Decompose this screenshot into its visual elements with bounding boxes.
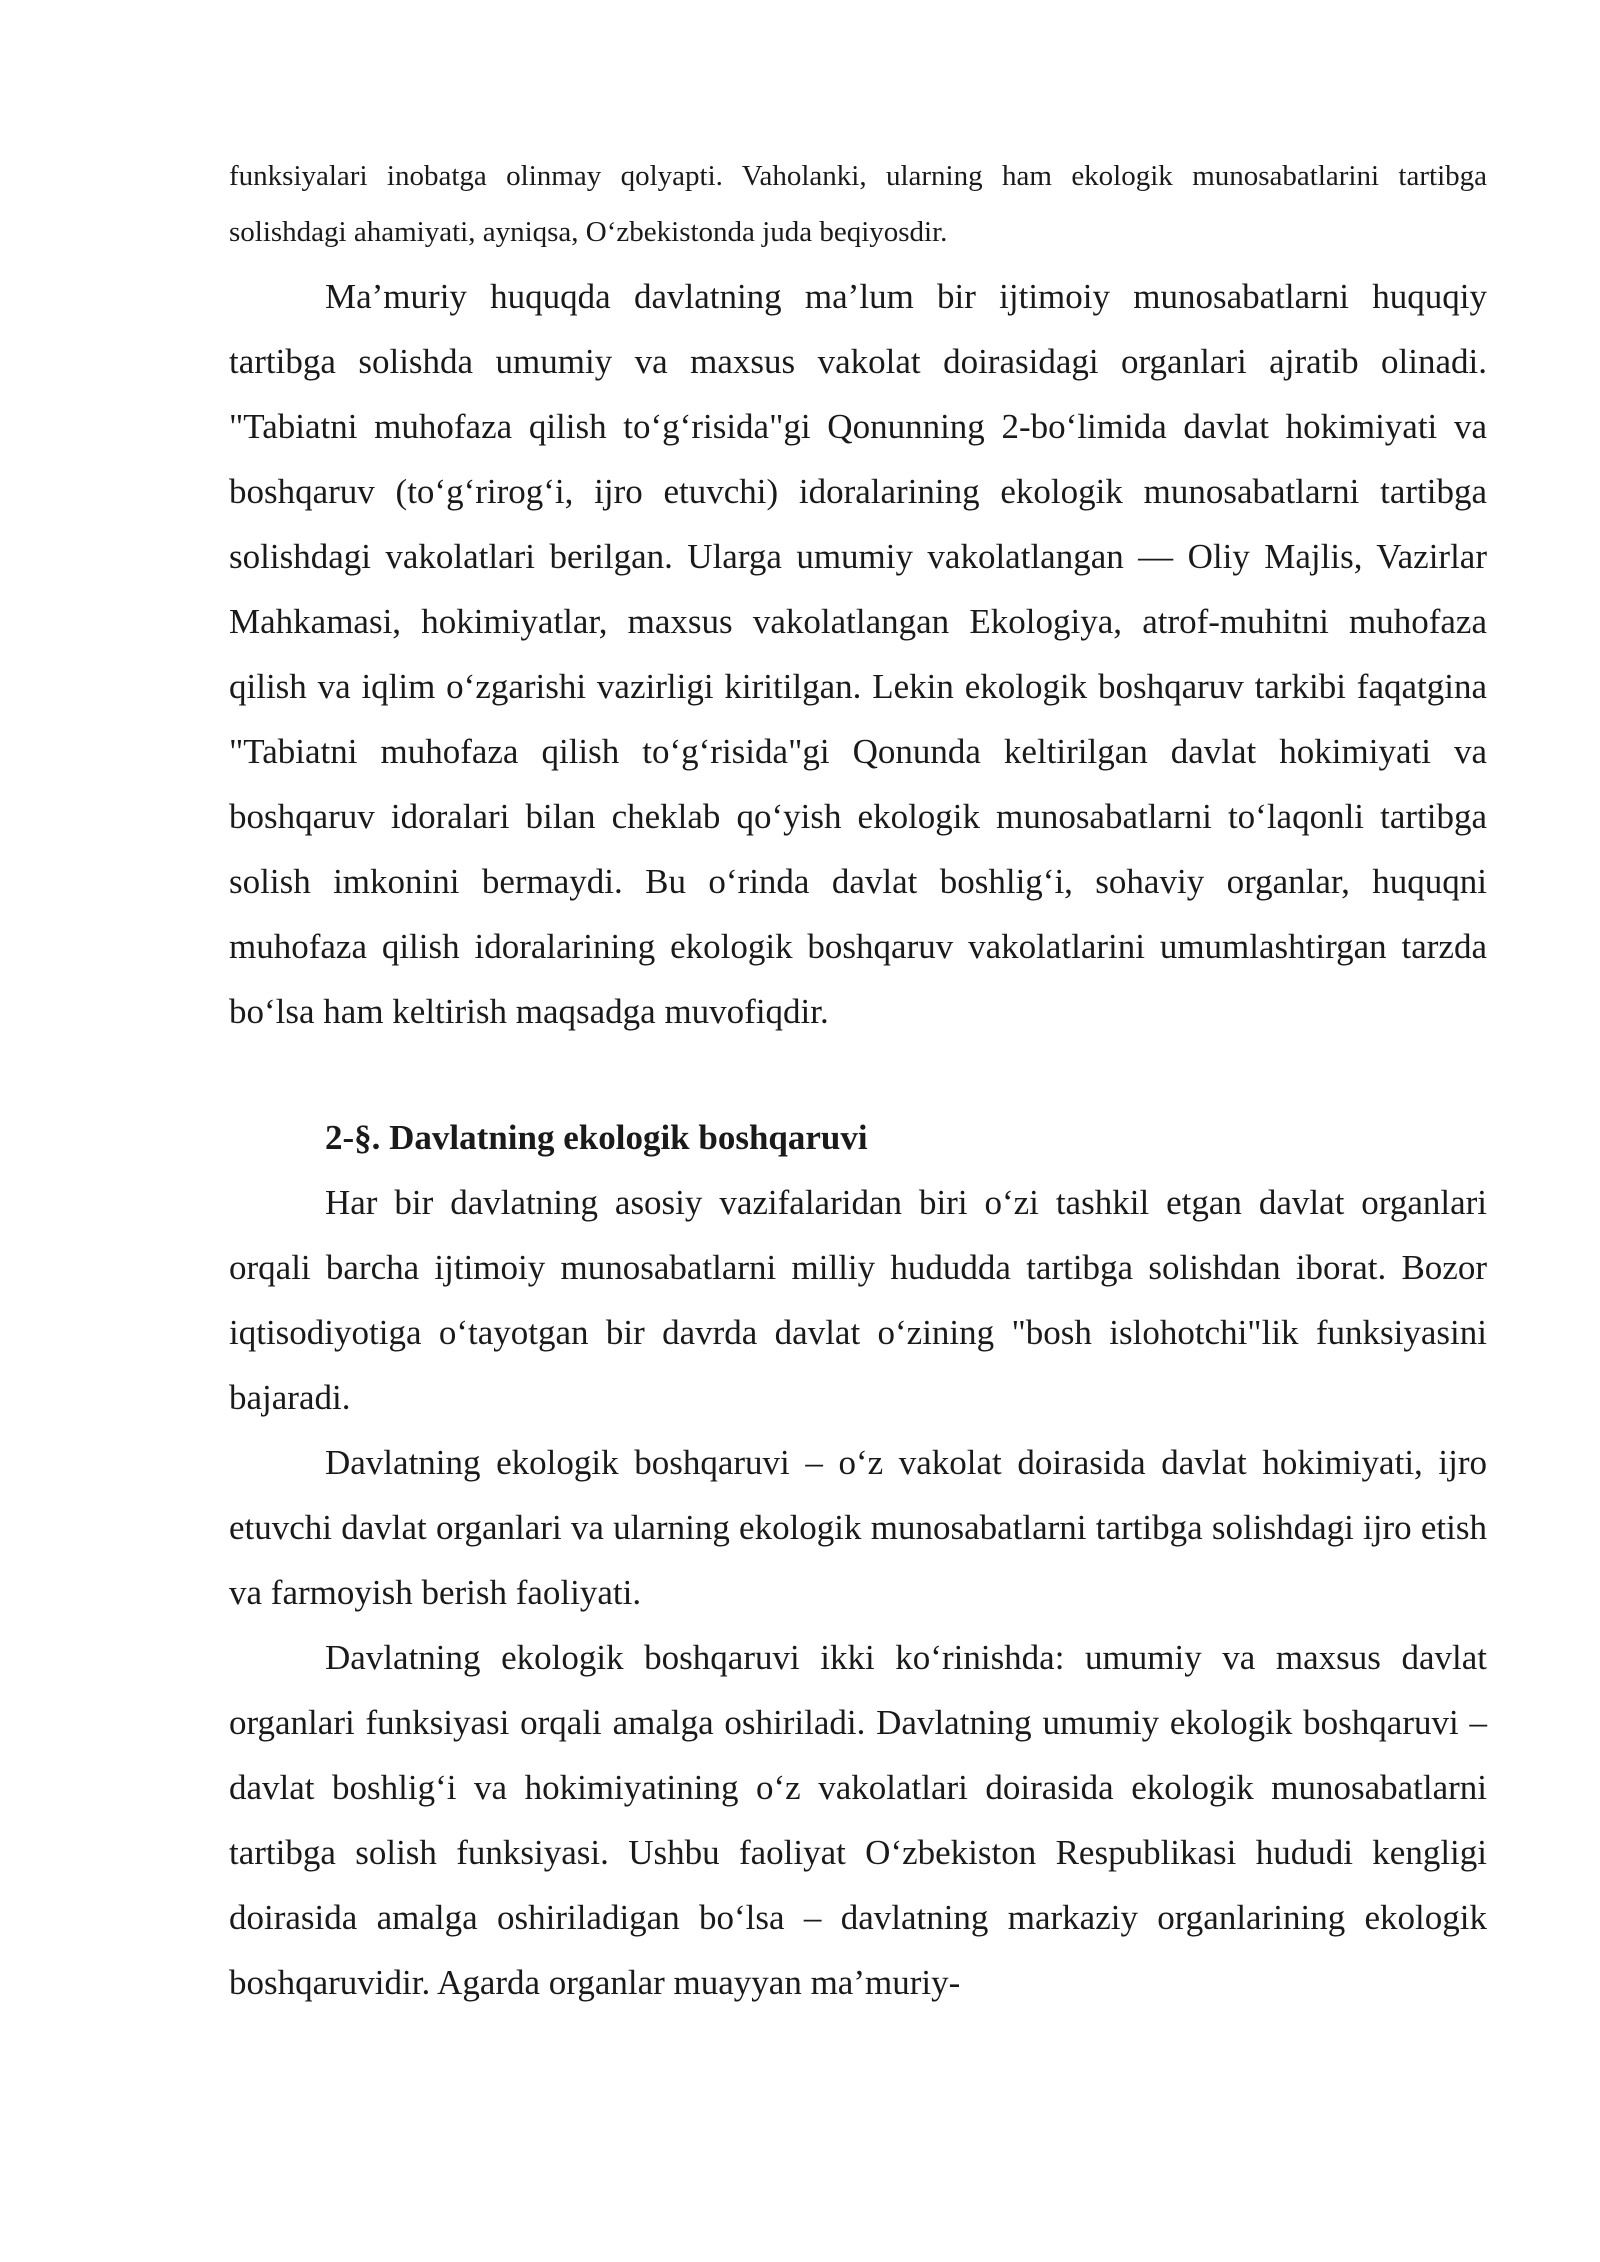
intro-continuation-paragraph: funksiyalari inobatga olinmay qolyapti. Vaholanki, ularning ham ekologik munosabatlarini tartibga solishdagi ahamiyati, ayniqsa, O‘zbekistonda juda beqiyosdir. [229, 160, 1487, 248]
body-paragraph-2: Har bir davlatning asosiy vazifalaridan biri o‘zi tashkil etgan davlat organlari orqali barcha ijtimoiy munosabatlarni milliy hududda tartibga solishdan iborat. Bozor iqtisodiyotiga o‘tayotgan bir davrda davlat o‘zining "bosh islohotchi"lik funksiyasini bajaradi. [229, 1183, 1487, 1417]
document-page [229, 148, 1487, 2015]
body-paragraph-1: Ma’muriy huquqda davlatning ma’lum bir ijtimoiy munosabatlarni huquqiy tartibga solishda umumiy va maxsus vakolat doirasidagi organlari ajratib olinadi. "Tabiatni muhofaza qilish to‘g‘risida"gi Qonunning 2-bo‘limida davlat hokimiyati va boshqaruv (to‘g‘rirog‘i, ijro etuvchi) idoralarining ekologik munosabatlarni tartibga solishdagi vakolatlari berilgan. Ularga umumiy vakolatlangan — Oliy Majlis, Vazirlar Mahkamasi, hokimiyatlar, maxsus vakolatlangan Ekologiya, atrof-muhitni muhofaza qilish va iqlim o‘zgarishi vazirligi kiritilgan. Lekin ekologik boshqaruv tarkibi faqatgina "Tabiatni muhofaza qilish to‘g‘risida"gi Qonunda keltirilgan davlat hokimiyati va boshqaruv idoralari bilan cheklab qo‘yish ekologik munosabatlarni to‘laqonli tartibga solish imkonini bermaydi. Bu o‘rinda davlat boshlig‘i, sohaviy organlar, huquqni muhofaza qilish idoralarining ekologik boshqaruv vakolatlarini umumlashtirgan tarzda bo‘lsa ham keltirish maqsadga muvofiqdir. [229, 277, 1487, 1031]
section-heading: 2-§. Davlatning ekologik boshqaruvi [325, 1118, 868, 1157]
body-paragraph-3: Davlatning ekologik boshqaruvi – o‘z vakolat doirasida davlat hokimiyati, ijro etuvchi davlat organlari va ularning ekologik munosabatlarni tartibga solishdagi ijro etish va farmoyish berish faoliyati. [229, 1443, 1487, 1612]
body-paragraph-4: Davlatning ekologik boshqaruvi ikki ko‘rinishda: umumiy va maxsus davlat organlari funksiyasi orqali amalga oshiriladi. Davlatning umumiy ekologik boshqaruvi – davlat boshlig‘i va hokimiyatining o‘z vakolatlari doirasida ekologik munosabatlarni tartibga solish funksiyasi. Ushbu faoliyat O‘zbekiston Respublikasi hududi kengligi doirasida amalga oshiriladigan bo‘lsa – davlatning markaziy organlarining ekologik boshqaruvidir. Agarda organlar muayyan ma’muriy- [229, 1638, 1487, 2002]
